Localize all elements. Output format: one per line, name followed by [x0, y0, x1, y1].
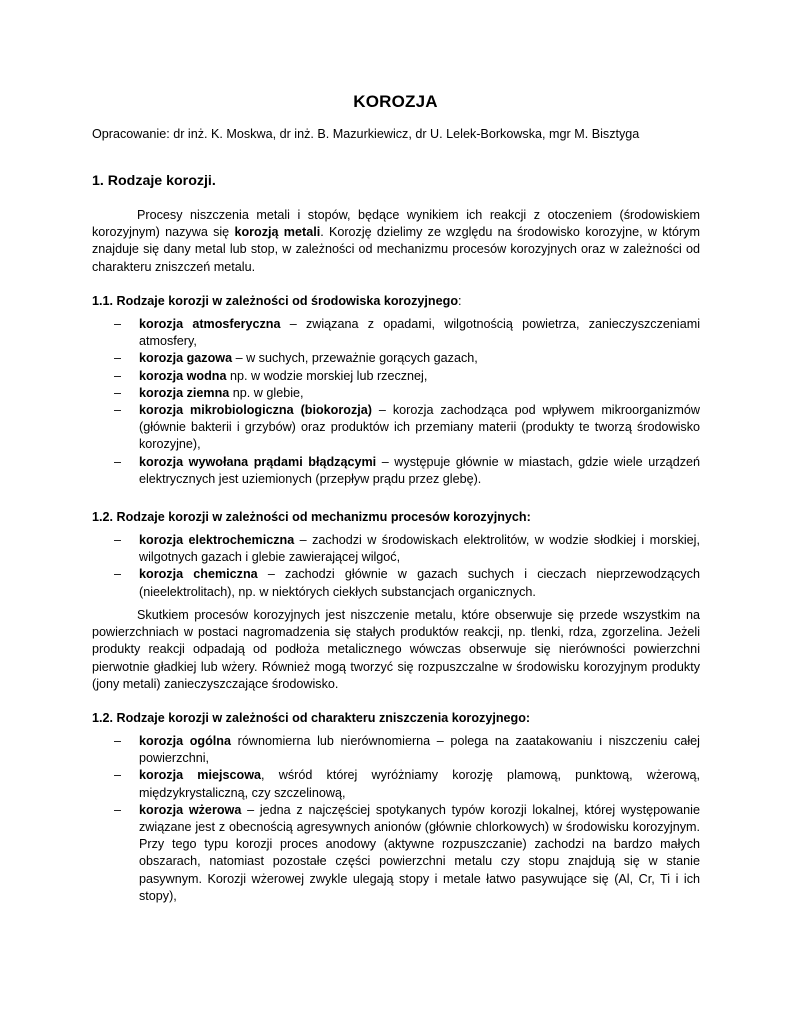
effects-paragraph: Skutkiem procesów korozyjnych jest niszczenie metalu, które obserwuje się przede wszystkim na powierzchniach w postaci nagromadzenia się stałych produktów reakcji, np. tlenki, rdza, zgorzelina. Jeżeli produkty reakcji odpadają od podłoża metalicznego wówczas obserwuje się nierówności powierzchni pierwotnie gładkiej lub wżery. Również mogą tworzyć się rozpuszczalne w środowisku korozyjnym produkty (jony metali) zanieczyszczające środowisko.	[92, 608, 700, 691]
subheading-environment-colon: :	[458, 294, 462, 308]
list-item	[92, 802, 700, 905]
list-item-text: – jedna z najczęściej spotykanych typów korozji lokalnej, której występowanie związane jest z obecnością agresywnych anionów (głównie chlorkowych) w środowisku korozyjnym. Przy tego typu korozji proces anodowy (aktywne rozpuszczanie) zachodzi na bardzo małych obszarach, natomiast pozostałe części powierzchni metalu czy stopu znajdują się w stanie pasywnym. Korozji wżerowej zwykle ulegają stopy i metale łatwo pasywujące się (Al, Cr, Ti i ich stopy),	[139, 802, 700, 903]
list-item-term: korozja atmosferyczna	[139, 317, 281, 331]
list-item-text: np. w wodzie morskiej lub rzecznej,	[226, 368, 428, 383]
dash-bullet: –	[114, 351, 122, 366]
list-item	[92, 733, 700, 767]
dash-bullet: –	[114, 385, 122, 400]
list-item-term: korozja elektrochemiczna	[139, 533, 295, 547]
dash-bullet: –	[114, 802, 122, 817]
list-item-term: korozja chemiczna	[139, 567, 258, 582]
list-item-term: korozja mikrobiologiczna (biokorozja)	[139, 403, 372, 418]
subheading-mechanism: 1.2. Rodzaje korozji w zależności od mechanizmu procesów korozyjnych:	[92, 510, 531, 524]
subheading-damage-character: 1.2. Rodzaje korozji w zależności od charakteru zniszczenia korozyjnego:	[92, 711, 531, 725]
list-item-text: np. w glebie,	[229, 385, 304, 400]
dash-bullet: –	[114, 567, 122, 582]
section-heading-rodzaje-korozji: 1. Rodzaje korozji.	[92, 173, 216, 189]
dash-bullet: –	[114, 734, 122, 748]
intro-text-a: Procesy niszczenia metali i stopów, będące wynikiem ich reakcji z otoczeniem (środowiskiem korozyjnym) nazywa się	[92, 208, 700, 240]
list-item	[92, 350, 700, 367]
subheading-environment	[92, 294, 462, 308]
dash-bullet: –	[114, 403, 122, 418]
list-item-term: korozja wywołana prądami błądzącymi	[139, 454, 377, 469]
list-item	[92, 532, 700, 566]
list-item-term: korozja miejscowa	[139, 768, 262, 783]
intro-bold-term: korozją metali	[234, 225, 321, 240]
list-item-term: korozja gazowa	[139, 351, 233, 366]
list-item-term: korozja ogólna	[139, 734, 232, 748]
dash-bullet: –	[114, 368, 122, 383]
list-item	[92, 402, 700, 454]
list-item	[92, 566, 700, 600]
intro-paragraph	[92, 207, 700, 276]
dash-bullet: –	[114, 533, 122, 547]
list-item-text: – zachodzi w środowiskach elektrolitów, w wodzie słodkiej i morskiej, wilgotnych gazach i glebie zawierającej wilgoć,	[139, 533, 700, 565]
list-item-text: równomierna lub nierównomierna – polega na zaatakowaniu i niszczeniu całej powierzchni,	[139, 734, 700, 766]
mechanism-list	[92, 532, 700, 601]
list-item	[92, 316, 700, 350]
damage-list	[92, 733, 700, 905]
document-title: KOROZJA	[353, 92, 438, 111]
list-item-term: korozja wodna	[139, 368, 227, 383]
dash-bullet: –	[114, 317, 122, 331]
list-item-text: – w suchych, przeważnie gorących gazach,	[232, 351, 478, 366]
authors-line: Opracowanie: dr inż. K. Moskwa, dr inż. B. Mazurkiewicz, dr U. Lelek-Borkowska, mgr M. Bisztyga	[92, 127, 640, 141]
list-item	[92, 368, 700, 385]
dash-bullet: –	[114, 454, 122, 469]
list-item-text: – występuje głównie w miastach, gdzie wiele urządzeń elektrycznych jest uziemionych (przepływ prądu przez glebę).	[139, 454, 700, 486]
list-item-term: korozja wżerowa	[139, 802, 242, 817]
list-item-text: , wśród której wyróżniamy korozję plamową, punktową, wżerową, międzykrystaliczną, czy szczelinową,	[139, 768, 700, 800]
intro-text-b: . Korozję dzielimy ze względu na środowisko korozyjne, w którym znajduje się dany metal lub stop, w zależności od mechanizmu procesów korozyjnych oraz w zależności od charakteru zniszczeń metalu.	[92, 225, 700, 274]
list-item-term: korozja ziemna	[139, 385, 230, 400]
list-item	[92, 767, 700, 801]
dash-bullet: –	[114, 768, 122, 783]
subheading-environment-text: 1.1. Rodzaje korozji w zależności od środowiska korozyjnego	[92, 294, 459, 308]
list-item-text: – korozja zachodząca pod wpływem mikroorganizmów (głównie bakterii i grzybów) oraz produktów ich przemiany materii (produkty te tworzą środowisko korozyjne),	[139, 403, 700, 452]
list-item	[92, 385, 700, 402]
list-item-text: – związana z opadami, wilgotnością powietrza, zanieczyszczeniami atmosfery,	[139, 317, 700, 349]
list-item-text: – zachodzi głównie w gazach suchych i cieczach nieprzewodzących (nieelektrolitach), np. w niektórych ciekłych substancjach organicznych.	[139, 567, 700, 599]
environment-list	[92, 316, 700, 488]
list-item	[92, 454, 700, 488]
